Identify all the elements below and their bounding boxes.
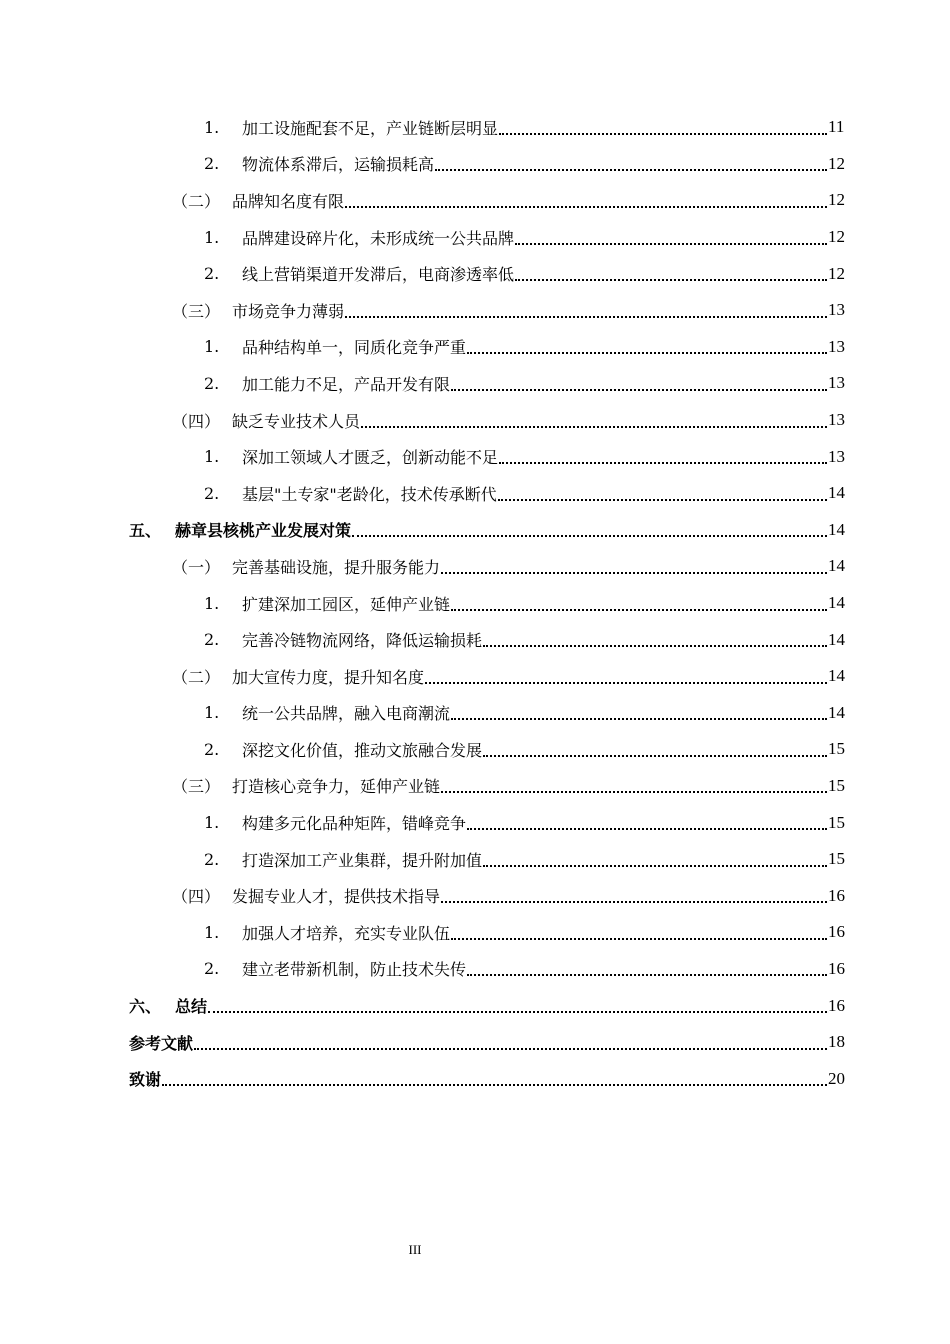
toc-entry-page: 14 — [828, 593, 845, 613]
toc-entry[interactable] — [0, 841, 950, 878]
toc-entry[interactable] — [0, 768, 950, 805]
dot-leader — [483, 754, 827, 757]
toc-entry-page: 13 — [828, 336, 845, 356]
dot-leader — [425, 681, 827, 684]
toc-entry-number: 2. — [204, 849, 220, 869]
toc-entry-number: （二） — [172, 667, 221, 687]
toc-entry[interactable] — [0, 146, 950, 183]
toc-entry-number: 1. — [204, 703, 220, 723]
toc-entry-number: 1. — [204, 593, 220, 613]
toc-entry-title: 线上营销渠道开发滞后，电商渗透率低 — [242, 265, 515, 285]
dot-leader — [345, 315, 827, 318]
toc-entry[interactable] — [0, 438, 950, 475]
dot-leader — [515, 278, 827, 281]
toc-entry-title: 品牌知名度有限 — [232, 191, 345, 211]
toc-entry-page: 12 — [828, 153, 845, 173]
toc-entry-number: 1. — [204, 922, 220, 942]
toc-entry-page: 11 — [828, 117, 845, 137]
toc-entry-title: 缺乏专业技术人员 — [232, 411, 361, 431]
toc-entry-number: 2. — [204, 373, 220, 393]
dot-leader — [435, 168, 827, 171]
toc-entry[interactable] — [0, 475, 950, 512]
table-of-contents — [0, 109, 950, 1097]
toc-entry[interactable] — [0, 731, 950, 768]
toc-entry-title: 品种结构单一，同质化竞争严重 — [242, 338, 467, 358]
toc-entry-page: 13 — [828, 446, 845, 466]
toc-entry-title: 参考文献 — [129, 1033, 194, 1053]
toc-entry-page: 14 — [828, 629, 845, 649]
page-number: III — [408, 1242, 422, 1257]
toc-entry-number: （二） — [172, 191, 221, 211]
toc-entry[interactable] — [0, 621, 950, 658]
toc-entry-page: 16 — [828, 922, 845, 942]
toc-entry-number: 1. — [204, 813, 220, 833]
toc-entry-number: 五、 — [129, 521, 162, 541]
toc-entry[interactable] — [0, 1024, 950, 1061]
toc-entry-title: 建立老带新机制，防止技术失传 — [242, 960, 467, 980]
dot-leader — [499, 132, 827, 135]
toc-entry-title: 市场竞争力薄弱 — [232, 301, 345, 321]
dot-leader — [361, 425, 827, 428]
toc-entry-title: 加工能力不足，产品开发有限 — [242, 374, 451, 394]
toc-entry[interactable] — [0, 329, 950, 366]
toc-entry-title: 物流体系滞后，运输损耗高 — [242, 155, 435, 175]
toc-entry-title: 构建多元化品种矩阵，错峰竞争 — [242, 814, 467, 834]
toc-entry[interactable] — [0, 1060, 950, 1097]
dot-leader — [467, 351, 827, 354]
toc-entry-number: 2. — [204, 264, 220, 284]
dot-leader — [194, 1047, 827, 1050]
toc-entry-title: 完善基础设施，提升服务能力 — [232, 557, 441, 577]
toc-entry[interactable] — [0, 109, 950, 146]
dot-leader — [498, 498, 827, 501]
toc-entry-page: 14 — [828, 483, 845, 503]
toc-entry[interactable] — [0, 585, 950, 622]
toc-entry[interactable] — [0, 512, 950, 549]
toc-entry[interactable] — [0, 951, 950, 988]
dot-leader — [451, 388, 827, 391]
toc-entry-number: （四） — [172, 887, 221, 907]
toc-entry[interactable] — [0, 255, 950, 292]
dot-leader — [352, 534, 827, 537]
toc-entry-title: 加工设施配套不足，产业链断层明显 — [242, 118, 499, 138]
toc-entry-title: 发掘专业人才，提供技术指导 — [232, 887, 441, 907]
toc-entry-page: 15 — [828, 812, 845, 832]
toc-entry-page: 12 — [828, 263, 845, 283]
toc-entry-title: 加大宣传力度，提升知名度 — [232, 667, 425, 687]
toc-entry[interactable] — [0, 548, 950, 585]
toc-entry-number: 1. — [204, 117, 220, 137]
toc-entry-number: 1. — [204, 337, 220, 357]
dot-leader — [499, 461, 827, 464]
toc-entry-number: （三） — [172, 777, 221, 797]
toc-entry-number: 2. — [204, 154, 220, 174]
toc-entry[interactable] — [0, 804, 950, 841]
dot-leader — [451, 937, 827, 940]
dot-leader — [162, 1083, 827, 1086]
toc-entry-title: 完善冷链物流网络，降低运输损耗 — [242, 631, 483, 651]
toc-entry-title: 加强人才培养，充实专业队伍 — [242, 923, 451, 943]
toc-entry-title: 基层"土专家"老龄化，技术传承断代 — [242, 484, 497, 504]
dot-leader — [467, 973, 827, 976]
toc-entry-number: 1. — [204, 227, 220, 247]
toc-entry-page: 13 — [828, 410, 845, 430]
toc-entry-title: 总结 — [175, 997, 208, 1017]
toc-entry[interactable] — [0, 292, 950, 329]
toc-entry-title: 打造核心竞争力，延伸产业链 — [232, 777, 441, 797]
toc-entry-page: 15 — [828, 775, 845, 795]
toc-entry[interactable] — [0, 365, 950, 402]
toc-entry-number: 1. — [204, 447, 220, 467]
toc-entry-number: 六、 — [129, 997, 162, 1017]
toc-entry-title: 打造深加工产业集群，提升附加值 — [242, 850, 483, 870]
dot-leader — [441, 571, 827, 574]
toc-entry-number: 2. — [204, 959, 220, 979]
dot-leader — [441, 900, 827, 903]
toc-entry-page: 12 — [828, 190, 845, 210]
toc-entry[interactable] — [0, 182, 950, 219]
toc-entry-title: 品牌建设碎片化，未形成统一公共品牌 — [242, 228, 515, 248]
toc-entry[interactable] — [0, 914, 950, 951]
toc-entry-title: 致谢 — [129, 1070, 162, 1090]
toc-entry-page: 18 — [828, 1032, 845, 1052]
toc-entry-number: 2. — [204, 739, 220, 759]
toc-entry-number: 2. — [204, 483, 220, 503]
toc-entry-page: 12 — [828, 227, 845, 247]
dot-leader — [467, 827, 827, 830]
toc-entry-page: 15 — [828, 739, 845, 759]
dot-leader — [345, 205, 827, 208]
toc-entry-page: 16 — [828, 958, 845, 978]
toc-entry-title: 赫章县核桃产业发展对策 — [175, 521, 352, 541]
toc-entry-page: 13 — [828, 373, 845, 393]
toc-entry[interactable] — [0, 695, 950, 732]
toc-entry-page: 14 — [828, 702, 845, 722]
toc-entry-title: 深加工领域人才匮乏，创新动能不足 — [242, 448, 499, 468]
toc-entry-page: 20 — [828, 1068, 845, 1088]
toc-entry-page: 16 — [828, 995, 845, 1015]
toc-entry[interactable] — [0, 987, 950, 1024]
toc-entry-number: 2. — [204, 630, 220, 650]
toc-entry[interactable] — [0, 402, 950, 439]
toc-entry-title: 扩建深加工园区，延伸产业链 — [242, 594, 451, 614]
dot-leader — [451, 608, 827, 611]
toc-entry-number: （三） — [172, 301, 221, 321]
dot-leader — [451, 717, 827, 720]
dot-leader — [483, 644, 827, 647]
dot-leader — [515, 242, 827, 245]
dot-leader — [483, 864, 827, 867]
toc-entry-page: 13 — [828, 300, 845, 320]
toc-entry-title: 统一公共品牌，融入电商潮流 — [242, 704, 451, 724]
toc-entry-page: 14 — [828, 556, 845, 576]
toc-entry-title: 深挖文化价值，推动文旅融合发展 — [242, 740, 483, 760]
dot-leader — [208, 1010, 827, 1013]
dot-leader — [441, 790, 827, 793]
toc-entry-page: 16 — [828, 885, 845, 905]
toc-entry-page: 14 — [828, 666, 845, 686]
toc-entry-number: （一） — [172, 557, 221, 577]
toc-entry[interactable] — [0, 658, 950, 695]
toc-entry-page: 14 — [828, 519, 845, 539]
toc-entry-page: 15 — [828, 849, 845, 869]
toc-entry[interactable] — [0, 219, 950, 256]
toc-entry[interactable] — [0, 877, 950, 914]
toc-entry-number: （四） — [172, 411, 221, 431]
